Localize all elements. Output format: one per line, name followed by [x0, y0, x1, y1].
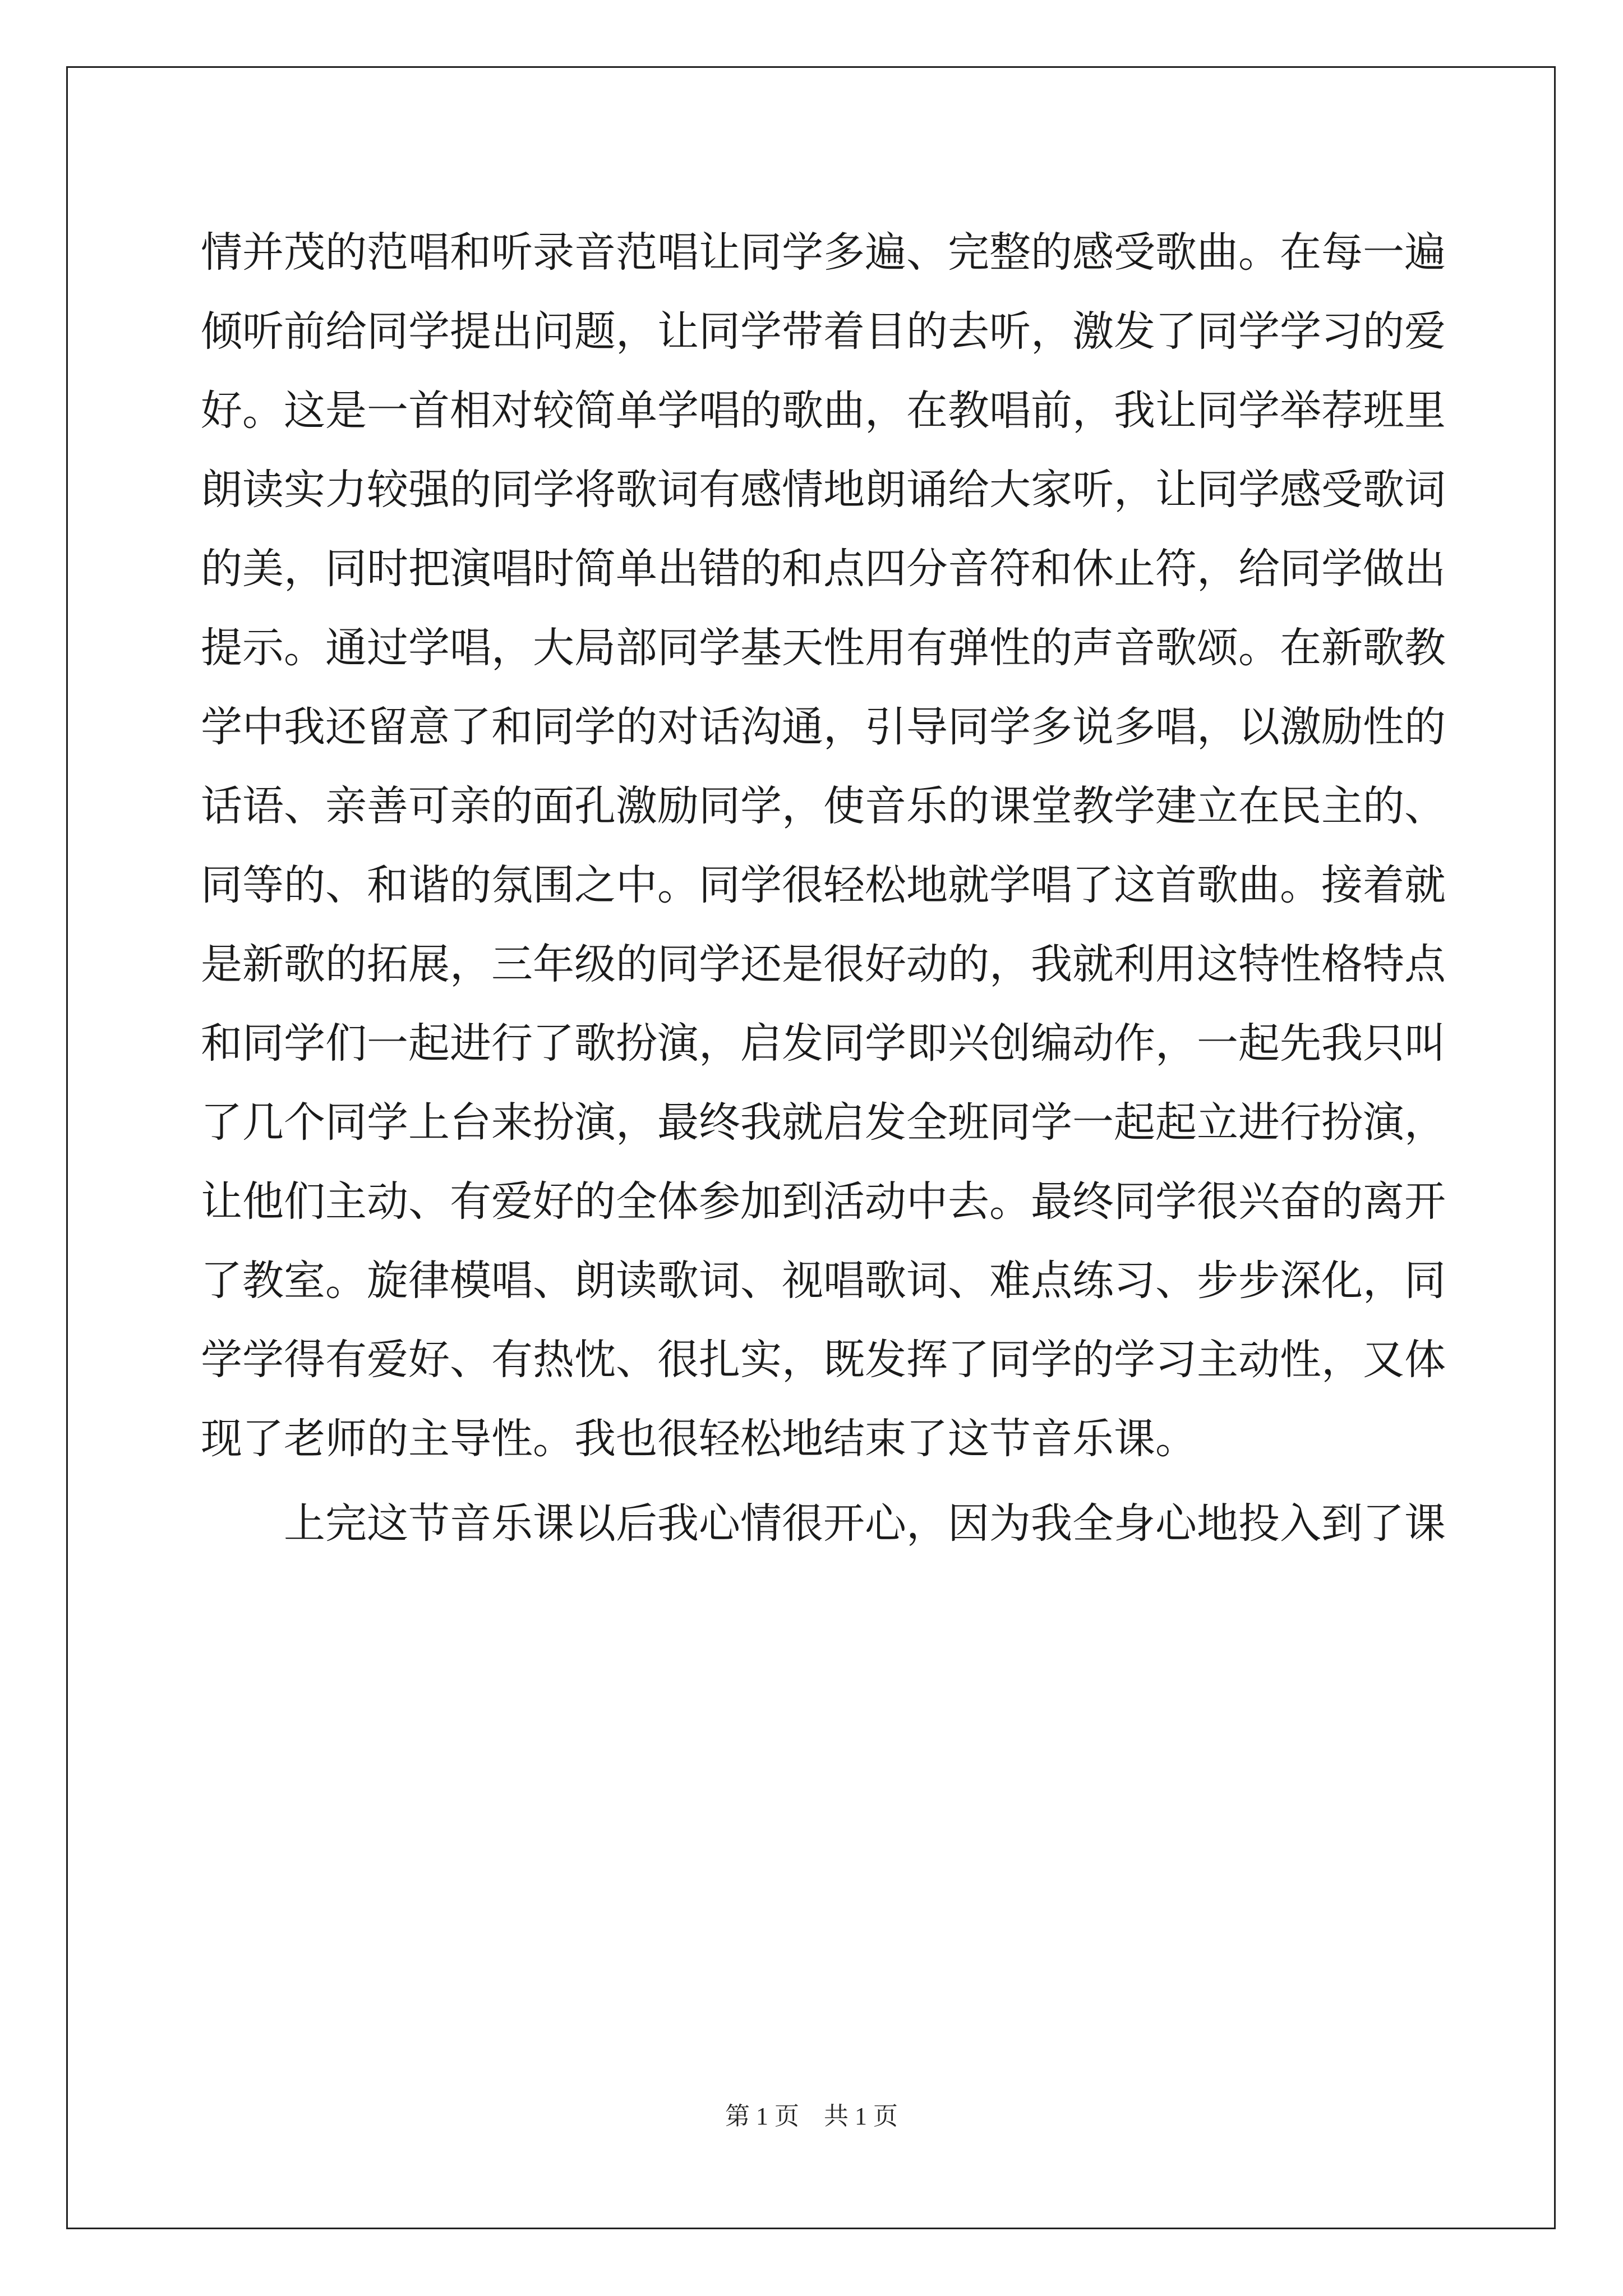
text-line: 让 他 们 主 动 、 有 爱 好 的 全 体 参 加 到 活 动 中 去 。 最 终 同 学 很 兴 奋 的 离 开 [201, 1177, 1446, 1226]
paragraph-gap [201, 1479, 1429, 1484]
text-line: 学 中 我 还 留 意 了 和 同 学 的 对 话 沟 通 ， 引 导 同 学 多 说 多 唱 ， 以 激 励 性 的 [201, 703, 1446, 751]
text-line: 话 语 、 亲 善 可 亲 的 面 孔 激 励 同 学 ， 使 音 乐 的 课 堂 教 学 建 立 在 民 主 的 、 [201, 782, 1446, 830]
page-footer: 第 1 页 共 1 页 [725, 2102, 898, 2130]
text-line: 同 等 的 、 和 谐 的 氛 围 之 中 。 同 学 很 轻 松 地 就 学 唱 了 这 首 歌 曲 。 接 着 就 [201, 861, 1446, 909]
document-body [201, 213, 1446, 1563]
text-line: 朗 读 实 力 较 强 的 同 学 将 歌 词 有 感 情 地 朗 诵 给 大 家 听 ， 让 同 学 感 受 歌 词 [201, 466, 1446, 514]
text-line: 现了老师的主导性。我也很轻松地结束了这节音乐课。 [201, 1415, 1197, 1463]
text-line: 提 示 。 通 过 学 唱 ， 大 局 部 同 学 基 天 性 用 有 弹 性 的 声 音 歌 颂 。 在 新 歌 教 [201, 624, 1446, 672]
text-line: 的 美 ， 同 时 把 演 唱 时 简 单 出 错 的 和 点 四 分 音 符 和 休 止 符 ， 给 同 学 做 出 [201, 545, 1446, 593]
paragraph-2 [201, 1484, 1446, 1563]
text-line: 学 学 得 有 爱 好 、 有 热 忱 、 很 扎 实 ， 既 发 挥 了 同 学 的 学 习 主 动 性 ， 又 体 [201, 1336, 1446, 1384]
text-line: 倾 听 前 给 同 学 提 出 问 题 ， 让 同 学 带 着 目 的 去 听 ， 激 发 了 同 学 学 习 的 爱 [201, 307, 1446, 356]
text-line: 了 几 个 同 学 上 台 来 扮 演 ， 最 终 我 就 启 发 全 班 同 学 一 起 起 立 进 行 扮 演 ， [201, 1098, 1446, 1147]
text-line: 上完这节音乐课以后我心情很开心，因为我全身心地投入到了课 [284, 1499, 1446, 1548]
text-line: 是 新 歌 的 拓 展 ， 三 年 级 的 同 学 还 是 很 好 动 的 ， 我 就 利 用 这 特 性 格 特 点 [201, 940, 1446, 988]
text-line: 情 并 茂 的 范 唱 和 听 录 音 范 唱 让 同 学 多 遍 、 完 整 的 感 受 歌 曲 。 在 每 一 遍 [201, 228, 1446, 277]
paragraph-1 [201, 213, 1446, 1479]
text-line: 和 同 学 们 一 起 进 行 了 歌 扮 演 ， 启 发 同 学 即 兴 创 编 动 作 ， 一 起 先 我 只 叫 [201, 1019, 1446, 1068]
text-line: 了 教 室 。 旋 律 模 唱 、 朗 读 歌 词 、 视 唱 歌 词 、 难 点 练 习 、 步 步 深 化 ， 同 [201, 1257, 1446, 1305]
text-line: 好 。 这 是 一 首 相 对 较 简 单 学 唱 的 歌 曲 ， 在 教 唱 前 ， 我 让 同 学 举 荐 班 里 [201, 386, 1446, 435]
